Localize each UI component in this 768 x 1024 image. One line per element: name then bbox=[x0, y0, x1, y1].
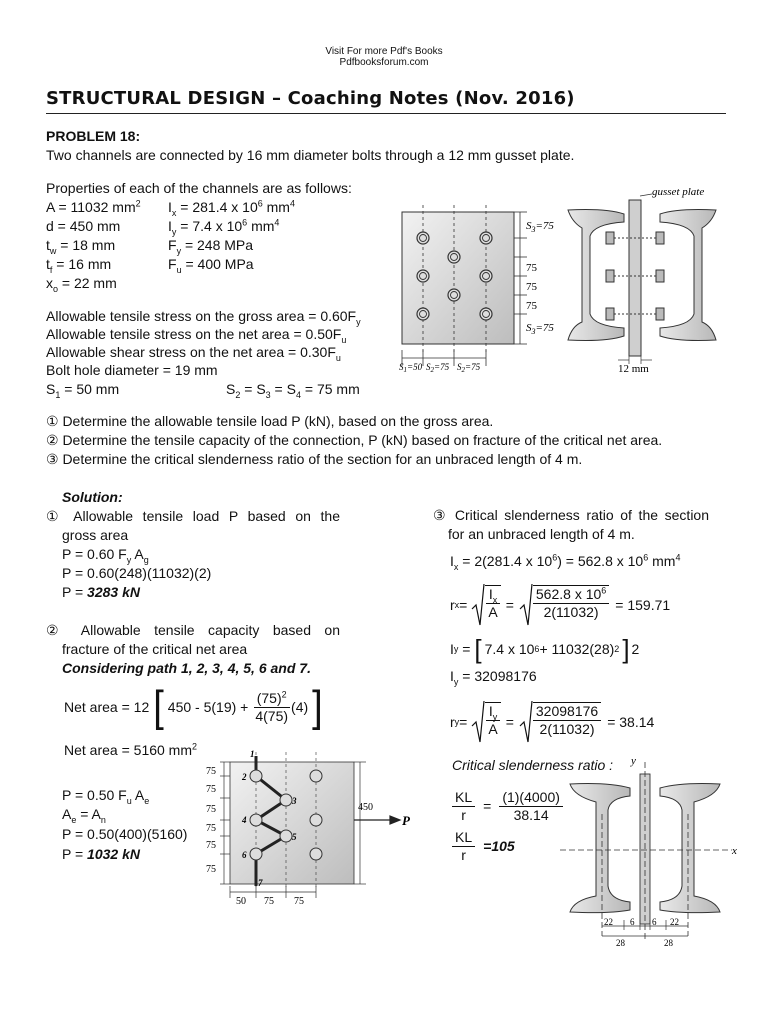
channel-left bbox=[568, 210, 624, 341]
solution-label: Solution: bbox=[62, 489, 123, 505]
allowable-shear: Allowable shear stress on the net area = $0.30F_u$ bbox=[46, 344, 341, 363]
part1-result: P = 3283 kN bbox=[62, 584, 140, 600]
prop-fy: $F_y = 248$ MPa bbox=[168, 237, 254, 256]
prop-iy: $I_y = 7.4$ x $10^6$ $mm^4$ bbox=[168, 217, 280, 237]
x-axis-label: x bbox=[732, 845, 737, 857]
gusset-plate-section bbox=[629, 200, 641, 356]
question-1: ① Determine the allowable tensile load P (kN), based on the gross area. bbox=[46, 413, 494, 429]
prop-depth: d = 450 mm bbox=[46, 218, 121, 234]
left-dim-3: 75 bbox=[206, 804, 216, 815]
path-node-5: 5 bbox=[292, 832, 297, 842]
thickness-label: 12 mm bbox=[618, 363, 649, 375]
section-figure bbox=[560, 754, 740, 950]
dim-s2-b: $S_2=75$ bbox=[457, 362, 481, 374]
plate-2 bbox=[230, 762, 354, 884]
dim-75-a: 75 bbox=[526, 262, 537, 274]
part1-heading: ① Allowable tensile load P based on the bbox=[46, 508, 340, 524]
problem-statement: Two channels are connected by 16 mm diameter bolts through a 12 mm gusset plate. bbox=[46, 147, 575, 163]
y-axis-label: y bbox=[631, 755, 636, 767]
dim-6-left: 6 bbox=[630, 917, 635, 927]
part2-eq1: P = 0.50 $F_u$ $A_e$ bbox=[62, 787, 150, 806]
dim-28-left: 28 bbox=[616, 938, 625, 948]
prop-xo: $x_o = 22$ mm bbox=[46, 275, 117, 294]
dim-s3-bottom: $S_3=75$ bbox=[526, 322, 554, 336]
net-path-figure bbox=[200, 748, 430, 908]
channel-right bbox=[660, 210, 716, 341]
critical-ratio-label: Critical slenderness ratio : bbox=[452, 757, 614, 773]
width-dim-label: 450 bbox=[358, 802, 373, 813]
prop-fu: $F_u = 400$ MPa bbox=[168, 256, 254, 275]
part3-heading-2: for an unbraced length of 4 m. bbox=[448, 526, 635, 542]
left-dim-2: 75 bbox=[206, 784, 216, 795]
part2-eq3: P = 0.50(400)(5160) bbox=[62, 826, 188, 842]
dim-s2-a: $S_2=75$ bbox=[426, 362, 450, 374]
spacing-s2-s4: $S_2 = S_3 = S_4 = 75$ mm bbox=[226, 381, 360, 400]
path-node-1: 1 bbox=[250, 749, 255, 759]
left-dim-6: 75 bbox=[206, 864, 216, 875]
properties-intro: Properties of each of the channels are as follows: bbox=[46, 180, 352, 196]
part1-heading-2: gross area bbox=[62, 527, 129, 543]
channel-left-2 bbox=[570, 784, 630, 913]
question-3: ③ Determine the critical slenderness ratio of the section for an unbraced length of 4 m. bbox=[46, 451, 583, 467]
rx-equation: r x = $\frac{I_x}{A}$ = $\frac{562.8 x 10^6}{2(11032)}$ = 159.71 bbox=[450, 580, 670, 630]
allowable-net: Allowable tensile stress on the net area = $0.50F_u$ bbox=[46, 326, 347, 345]
load-arrow bbox=[354, 816, 400, 824]
left-dims-2 bbox=[220, 762, 230, 884]
gusset-leader bbox=[640, 194, 652, 196]
net-area-result: Net area = 5160 $mm^2$ bbox=[64, 741, 198, 758]
question-2: ② Determine the tensile capacity of the connection, P (kN) based on fracture of the critical net area. bbox=[46, 432, 663, 448]
bottom-dim-75b: 75 bbox=[294, 896, 304, 907]
ry-equation: r y = $\frac{I_y}{A}$ = $\frac{32098176}{2(11032)}$ = 38.14 bbox=[450, 696, 654, 748]
left-dim-1: 75 bbox=[206, 766, 216, 777]
part1-eq1: P = 0.60 $F_y$ $A_g$ bbox=[62, 546, 149, 565]
prop-tf: $t_f = 16$ mm bbox=[46, 256, 112, 275]
net-area-equation: Net area = 12 [ 450 - 5(19) + $\frac{(75)^2}{4(75)}$ (4) ] bbox=[64, 682, 323, 732]
part2-path: Considering path 1, 2, 3, 4, 5, 6 and 7. bbox=[62, 660, 311, 676]
page-title: STRUCTURAL DESIGN – Coaching Notes (Nov. 2016) bbox=[46, 88, 575, 109]
path-node-3: 3 bbox=[292, 796, 297, 806]
iy-result: $I_y = 32098176$ bbox=[450, 668, 537, 687]
sqrt-sign-2 bbox=[519, 583, 533, 627]
iy-equation: I y = [ 7.4 x 10 6 + 11032(28) 2 ] 2 bbox=[450, 634, 640, 664]
part2-result: P = 1032 kN bbox=[62, 846, 140, 862]
part1-eq2: P = 0.60(248)(11032)(2) bbox=[62, 565, 212, 581]
title-rule bbox=[46, 113, 726, 114]
path-node-4: 4 bbox=[242, 815, 247, 825]
header-line-2: Pdfbooksforum.com bbox=[339, 57, 429, 68]
bolt-hole: Bolt hole diameter = 19 mm bbox=[46, 362, 218, 378]
spacing-s1: $S_1 = 50$ mm bbox=[46, 381, 120, 400]
ix-equation: $I_x = 2(281.4$ x $10^6) = 562.8$ x $10^6$ $mm^4$ bbox=[450, 552, 681, 572]
sqrt-sign-3 bbox=[471, 700, 485, 744]
connection-figure bbox=[390, 180, 730, 375]
path-node-2: 2 bbox=[242, 772, 247, 782]
path-node-7: 7 bbox=[258, 878, 263, 888]
dim-s3-top: $S_3=75$ bbox=[526, 220, 554, 234]
dim-22-left: 22 bbox=[604, 917, 613, 927]
part2-heading-2: fracture of the critical net area bbox=[62, 641, 248, 657]
dim-22-right: 22 bbox=[670, 917, 679, 927]
part2-eq2: $A_e = A_n$ bbox=[62, 806, 106, 825]
path-node-6: 6 bbox=[242, 850, 247, 860]
kl-equation: $\frac{KL}{r}$ = $\frac{(1)(4000)}{38.14}$ bbox=[452, 782, 563, 830]
part3-heading: ③ Critical slenderness ratio of the section bbox=[433, 507, 709, 523]
problem-label: PROBLEM 18: bbox=[46, 128, 141, 144]
width-dim-2 bbox=[354, 762, 366, 884]
kl-result: $\frac{KL}{r}$ = 105 bbox=[452, 826, 515, 866]
sqrt-sign-4 bbox=[519, 700, 533, 744]
dim-75-c: 75 bbox=[526, 300, 537, 312]
channel-right-2 bbox=[660, 784, 720, 913]
prop-area: A = 11032 $mm^2$ bbox=[46, 198, 141, 215]
dim-28-right: 28 bbox=[664, 938, 673, 948]
bottom-dim-50: 50 bbox=[236, 896, 246, 907]
prop-tw: $t_w = 18$ mm bbox=[46, 237, 116, 256]
part2-heading: ② Allowable tensile capacity based on bbox=[46, 622, 340, 638]
load-label: P bbox=[402, 813, 410, 828]
prop-ix: $I_x = 281.4$ x $10^6$ $mm^4$ bbox=[168, 198, 295, 218]
sqrt-sign-1 bbox=[471, 583, 485, 627]
bottom-dim-75a: 75 bbox=[264, 896, 274, 907]
dim-s1: $S_1=50$ bbox=[399, 362, 423, 374]
left-dim-4: 75 bbox=[206, 823, 216, 834]
gusset-label: gusset plate bbox=[652, 186, 705, 198]
dim-75-b: 75 bbox=[526, 281, 537, 293]
allowable-gross: Allowable tensile stress on the gross area = $0.60F_y$ bbox=[46, 308, 361, 327]
dim-6-right: 6 bbox=[652, 917, 657, 927]
left-dim-5: 75 bbox=[206, 840, 216, 851]
header-line-1: Visit For more Pdf's Books bbox=[325, 46, 443, 57]
